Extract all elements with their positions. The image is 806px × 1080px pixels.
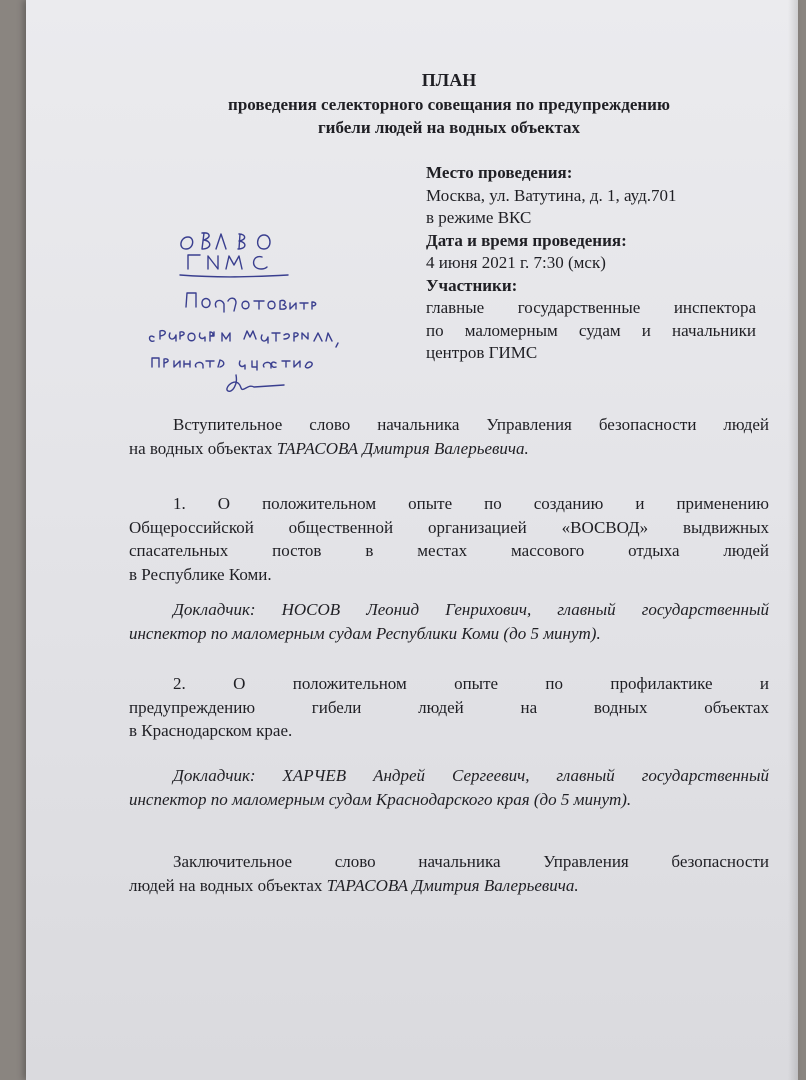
document-title: ПЛАН <box>421 70 477 90</box>
item2-speaker-line2: инспектор по маломерным судам Краснодарского края (до 5 минут). <box>129 789 632 809</box>
opening-line2-text: на водных объектах <box>129 438 277 458</box>
datetime-value: 4 июня 2021 г. 7:30 (мск) <box>426 253 606 272</box>
agenda-item-1 <box>129 492 769 586</box>
agenda-item-2-speaker <box>129 764 769 811</box>
item2-line2: предупреждению гибели людей на водных объектах <box>129 697 769 717</box>
participants-line3: центров ГИМС <box>426 343 538 362</box>
place-label: Место проведения: <box>426 163 573 182</box>
item2-line3: в Краснодарском крае. <box>129 721 293 740</box>
place-line1: Москва, ул. Ватутина, д. 1, ауд.701 <box>426 185 677 205</box>
closing-paragraph <box>129 850 769 897</box>
participants-line2: по маломерным судам и начальники <box>426 320 756 340</box>
closing-speaker-name: ТАРАСОВА Дмитрия Валерьевича. <box>326 875 579 895</box>
handwritten-resolution <box>144 225 404 395</box>
item2-line1: 2. О положительном опыте по профилактике и <box>173 674 769 693</box>
closing-line2 <box>129 874 769 898</box>
opening-paragraph <box>129 413 769 460</box>
place-line2: в режиме ВКС <box>426 208 532 227</box>
agenda-item-1-speaker <box>129 598 769 645</box>
opening-line1: Вступительное слово начальника Управления безопасности людей <box>173 415 769 434</box>
participants-line1: главные государственные инспектора <box>426 298 756 317</box>
page-shadow <box>788 0 798 1080</box>
document-sheet <box>26 0 798 1080</box>
closing-line2-text: людей на водных объектах <box>129 875 327 895</box>
item2-speaker-line1: Докладчик: ХАРЧЕВ Андрей Сергеевич, главный государственный <box>173 766 769 785</box>
closing-line1: Заключительное слово начальника Управления безопасности <box>173 852 769 871</box>
opening-speaker-name: ТАРАСОВА Дмитрия Валерьевича. <box>276 438 529 458</box>
agenda-item-2 <box>129 672 769 743</box>
datetime-label: Дата и время проведения: <box>426 230 627 250</box>
document-subtitle-line2: гибели людей на водных объектах <box>317 118 581 137</box>
item1-speaker-line1: Докладчик: НОСОВ Леонид Генрихович, главный государственный <box>173 600 769 619</box>
item1-speaker-line2: инспектор по маломерным судам Республики Коми (до 5 минут). <box>129 623 601 643</box>
item1-line1: 1. О положительном опыте по созданию и применению <box>173 494 769 513</box>
item1-line4: в Республике Коми. <box>129 564 272 584</box>
document-subtitle-line1: проведения селекторного совещания по предупреждению <box>228 95 670 114</box>
item1-line3: спасательных постов в местах массового отдыха людей <box>129 541 769 560</box>
participants-label: Участники: <box>426 275 518 295</box>
meeting-info-block <box>426 162 756 365</box>
item1-line2: Общероссийской общественной организацией «ВОСВОД» выдвижных <box>129 517 769 537</box>
opening-line2 <box>129 437 769 461</box>
